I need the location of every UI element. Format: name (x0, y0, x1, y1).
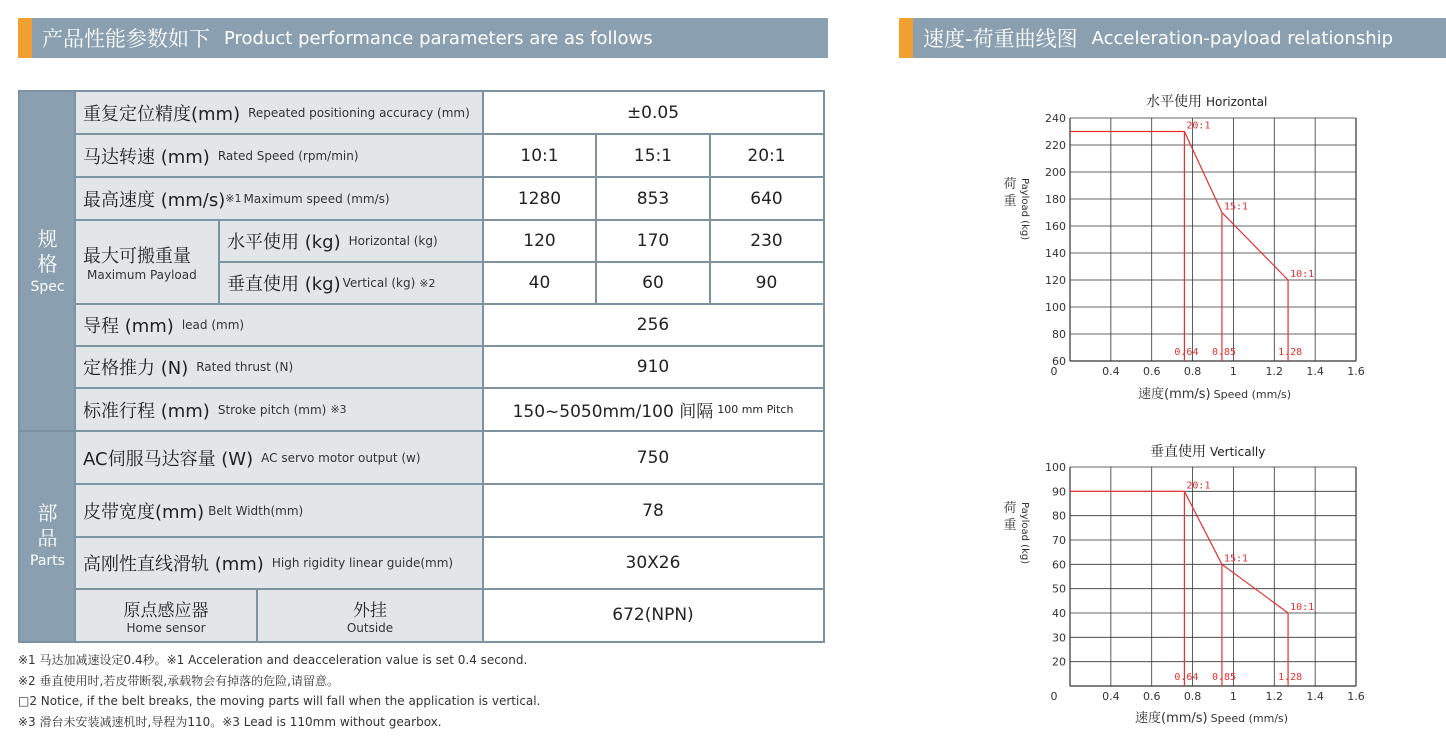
label-en: Rated Speed (rpm/min) (217, 148, 359, 163)
ratio-label: 15:1 (1223, 553, 1249, 565)
footnotes (18, 650, 540, 732)
stroke-pitch: 100 mm Pitch (717, 403, 794, 416)
y-tick-label: 220 (1045, 139, 1066, 152)
value-ratio-10: 10:1 (520, 145, 559, 166)
x-axis-label (1138, 383, 1291, 402)
y-tick-label: 100 (1045, 461, 1066, 474)
vertical-payload-chart (1036, 457, 1371, 707)
row-label-stroke (75, 388, 483, 431)
payload-curve (1070, 491, 1288, 613)
x-tick-label: 1.4 (1306, 690, 1324, 703)
value-guide: 30X26 (625, 553, 681, 573)
value-max-speed-15: 853 (636, 188, 670, 209)
row-label-payload (75, 220, 219, 304)
y-tick-label: 60 (1052, 558, 1066, 572)
value-thrust: 910 (636, 357, 670, 377)
x-tick-label: 0.8 (1183, 690, 1202, 703)
x-tick-label: 1.2 (1265, 365, 1284, 378)
speed-label: 0.85 (1211, 672, 1237, 683)
y-tick-label: 80 (1052, 328, 1066, 341)
label-zh: AC伺服马达容量 (W) (83, 448, 254, 470)
x-tick-label: 0.8 (1183, 365, 1202, 378)
speed-label: 1.28 (1278, 347, 1303, 358)
label-zh: 高刚性直线滑轨 (mm) (83, 554, 264, 575)
group-en: Spec (30, 278, 65, 295)
x-axis-label-en: Speed (mm/s) (1213, 388, 1292, 401)
y-tick-label: 70 (1052, 534, 1066, 547)
x-tick-label: 0.6 (1142, 690, 1161, 703)
y-tick-label: 240 (1045, 112, 1066, 125)
value-horizontal-20: 230 (750, 231, 783, 251)
group-char: 品 (37, 526, 58, 550)
row-label-horizontal (219, 220, 483, 262)
row-label-vertical (219, 262, 483, 304)
value-vertical-10: 40 (528, 273, 551, 293)
y-axis-label-en: Payload (kg) (1019, 178, 1030, 241)
ratio-label: 20:1 (1186, 480, 1211, 492)
x-tick-label: 0.4 (1102, 365, 1120, 378)
x-tick-label: 1.6 (1347, 690, 1365, 703)
value-max-speed-20: 640 (750, 188, 783, 209)
label-zh: 水平使用 (kg) (227, 232, 341, 253)
label-zh: 标准行程 (mm) (83, 400, 210, 422)
y-axis-label-zh: 荷重 (1003, 501, 1017, 533)
spec-section-header (18, 18, 828, 58)
y-tick-label: 120 (1045, 274, 1066, 287)
y-tick-label: 80 (1052, 509, 1066, 523)
value-horizontal-15: 170 (636, 231, 670, 251)
value-max-speed-10: 1280 (517, 188, 562, 209)
header-title-zh: 速度-荷重曲线图 (923, 27, 1078, 51)
y-tick-label: 100 (1045, 301, 1066, 314)
divider (75, 133, 823, 135)
chart-title-en: Horizontal (1206, 95, 1268, 109)
value-horizontal-10: 120 (523, 231, 556, 251)
divider (75, 219, 823, 221)
x-tick-label: 1 (1229, 690, 1237, 703)
divider (75, 303, 823, 305)
label-zh: 最高速度 (mm/s) (83, 189, 226, 211)
header-accent-bar (899, 18, 913, 58)
y-tick-label: 140 (1045, 247, 1066, 260)
value-ratio-20: 20:1 (747, 145, 786, 166)
divider (75, 588, 823, 590)
label-en: High rigidity linear guide(mm) (271, 556, 454, 570)
value-lead: 256 (636, 315, 670, 335)
label-zh: 原点感应器 (123, 600, 209, 621)
value-vertical-15: 60 (642, 273, 664, 293)
header-title-zh: 产品性能参数如下 (42, 27, 210, 51)
x-axis-label-en: Speed (mm/s) (1210, 712, 1289, 725)
label-zh: 马达转速 (mm) (83, 146, 210, 168)
row-label-accuracy (75, 92, 483, 134)
spec-group-label (20, 92, 75, 431)
label-en: Maximum Payload (87, 268, 197, 282)
spec-table (18, 90, 825, 643)
x-tick-label: 0.4 (1102, 690, 1120, 703)
speed-label: 1.28 (1278, 672, 1303, 683)
y-tick-label: 50 (1052, 582, 1066, 596)
y-tick-label: 40 (1052, 607, 1066, 620)
label-zh: 定格推力 (N) (83, 358, 189, 379)
divider (20, 430, 823, 432)
group-en: Parts (30, 553, 65, 569)
footnote: ※3 滑台未安装减速机时,导程为110。※3 Lead is 110mm without gearbox. (18, 714, 442, 729)
row-label-belt (75, 484, 483, 537)
row-label-max-speed (75, 177, 483, 220)
divider (75, 176, 823, 178)
group-char: 规 (37, 226, 58, 251)
x-tick-label: 1.6 (1347, 365, 1365, 378)
divider (75, 387, 823, 389)
row-label-motor (75, 431, 483, 484)
speed-label: 0.64 (1174, 347, 1199, 358)
chart-title-en: Vertically (1210, 445, 1266, 459)
label-en: Maximum speed (mm/s) (243, 191, 390, 206)
footnote-mark: ※3 (330, 403, 347, 416)
y-tick-label: 200 (1045, 166, 1066, 179)
header-title-en: Product performance parameters are as follows (224, 27, 653, 49)
payload-curve (1070, 132, 1288, 281)
value-sensor: 672(NPN) (612, 605, 694, 625)
x-axis-label-zh: 速度(mm/s) (1135, 711, 1208, 726)
y-tick-label: 160 (1045, 220, 1066, 233)
group-char: 部 (37, 501, 58, 525)
divider (75, 536, 823, 538)
divider (256, 589, 258, 641)
speed-label: 0.85 (1211, 347, 1237, 358)
x-tick-label: 1 (1229, 365, 1237, 378)
group-char: 格 (37, 251, 58, 276)
x-tick-label: 0.6 (1142, 365, 1161, 378)
ratio-label: 20:1 (1186, 120, 1211, 132)
label-en: Vertical (kg) (342, 276, 416, 290)
divider (482, 92, 484, 641)
ratio-label: 10:1 (1290, 269, 1315, 280)
label-en: Stroke pitch (mm) (217, 402, 327, 417)
chart-section-header (899, 18, 1446, 58)
divider (74, 92, 76, 641)
chart-title-zh: 垂直使用 (1150, 444, 1206, 460)
header-accent-bar (18, 18, 32, 58)
footnote: ※2 垂直使用时,若皮带断裂,承载物会有掉落的危险,请留意。 (18, 673, 339, 688)
label-zh: 导程 (mm) (83, 316, 174, 337)
x-tick-label: 1.2 (1265, 690, 1284, 703)
ratio-label: 15:1 (1223, 201, 1249, 213)
row-label-rated-speed (75, 134, 483, 177)
label-en: Belt Width(mm) (208, 503, 304, 518)
y-tick-label: 90 (1052, 485, 1066, 499)
sensor-mount-type (257, 589, 483, 641)
header-title-en: Acceleration-payload relationship (1091, 27, 1394, 49)
row-label-thrust (75, 346, 483, 388)
value-ratio-15: 15:1 (633, 145, 673, 166)
y-tick-label: 30 (1052, 631, 1066, 645)
value-belt: 78 (642, 500, 664, 521)
y-axis-label-zh: 荷重 (1003, 177, 1017, 209)
label-zh: 垂直使用 (kg) (227, 274, 341, 295)
row-label-guide (75, 537, 483, 589)
divider (75, 483, 823, 485)
stroke-value: 150~5050mm/100 间隔 (512, 402, 714, 422)
x-tick-label: 0 (1050, 365, 1058, 378)
speed-label: 0.64 (1174, 672, 1199, 683)
label-en: Outside (346, 620, 394, 635)
footnote: ※1 马达加减速设定0.4秒。※1 Acceleration and deacceleration value is set 0.4 second. (18, 653, 528, 667)
value-vertical-20: 90 (755, 273, 778, 293)
label-en: AC servo motor output (w) (261, 450, 421, 465)
label-zh: 重复定位精度(mm) (83, 104, 241, 125)
ratio-label: 10:1 (1290, 602, 1315, 613)
label-zh: 外挂 (353, 600, 387, 621)
y-tick-label: 180 (1045, 193, 1066, 206)
horizontal-payload-chart (1036, 108, 1371, 383)
footnote: □2 Notice, if the belt breaks, the moving parts will fall when the application is vertical. (18, 694, 541, 708)
y-tick-label: 60 (1052, 355, 1066, 368)
value-motor: 750 (636, 447, 670, 468)
value-stroke (483, 388, 823, 431)
label-en: Home sensor (126, 620, 206, 635)
row-label-sensor (75, 589, 257, 641)
label-zh: 皮带宽度(mm) (83, 501, 205, 523)
parts-group-label (20, 431, 75, 641)
row-label-lead (75, 304, 483, 346)
x-axis-label-zh: 速度(mm/s) (1138, 387, 1211, 402)
label-zh: 最大可搬重量 (83, 246, 191, 267)
chart-title-zh: 水平使用 (1146, 94, 1202, 110)
x-tick-label: 0 (1050, 690, 1058, 703)
x-tick-label: 1.4 (1306, 365, 1324, 378)
divider (75, 345, 823, 347)
label-en: Horizontal (kg) (348, 234, 438, 248)
value-accuracy: ±0.05 (626, 103, 680, 123)
y-tick-label: 20 (1052, 655, 1066, 669)
divider (219, 261, 823, 263)
footnote-mark: ※1 (225, 192, 242, 205)
y-axis-label-en: Payload (kg) (1019, 502, 1030, 565)
label-en: lead (mm) (181, 318, 245, 332)
label-en: Repeated positioning accuracy (mm) (248, 106, 470, 120)
footnote-mark: ※2 (419, 276, 436, 290)
x-axis-label (1135, 707, 1288, 726)
label-en: Rated thrust (N) (196, 360, 294, 374)
